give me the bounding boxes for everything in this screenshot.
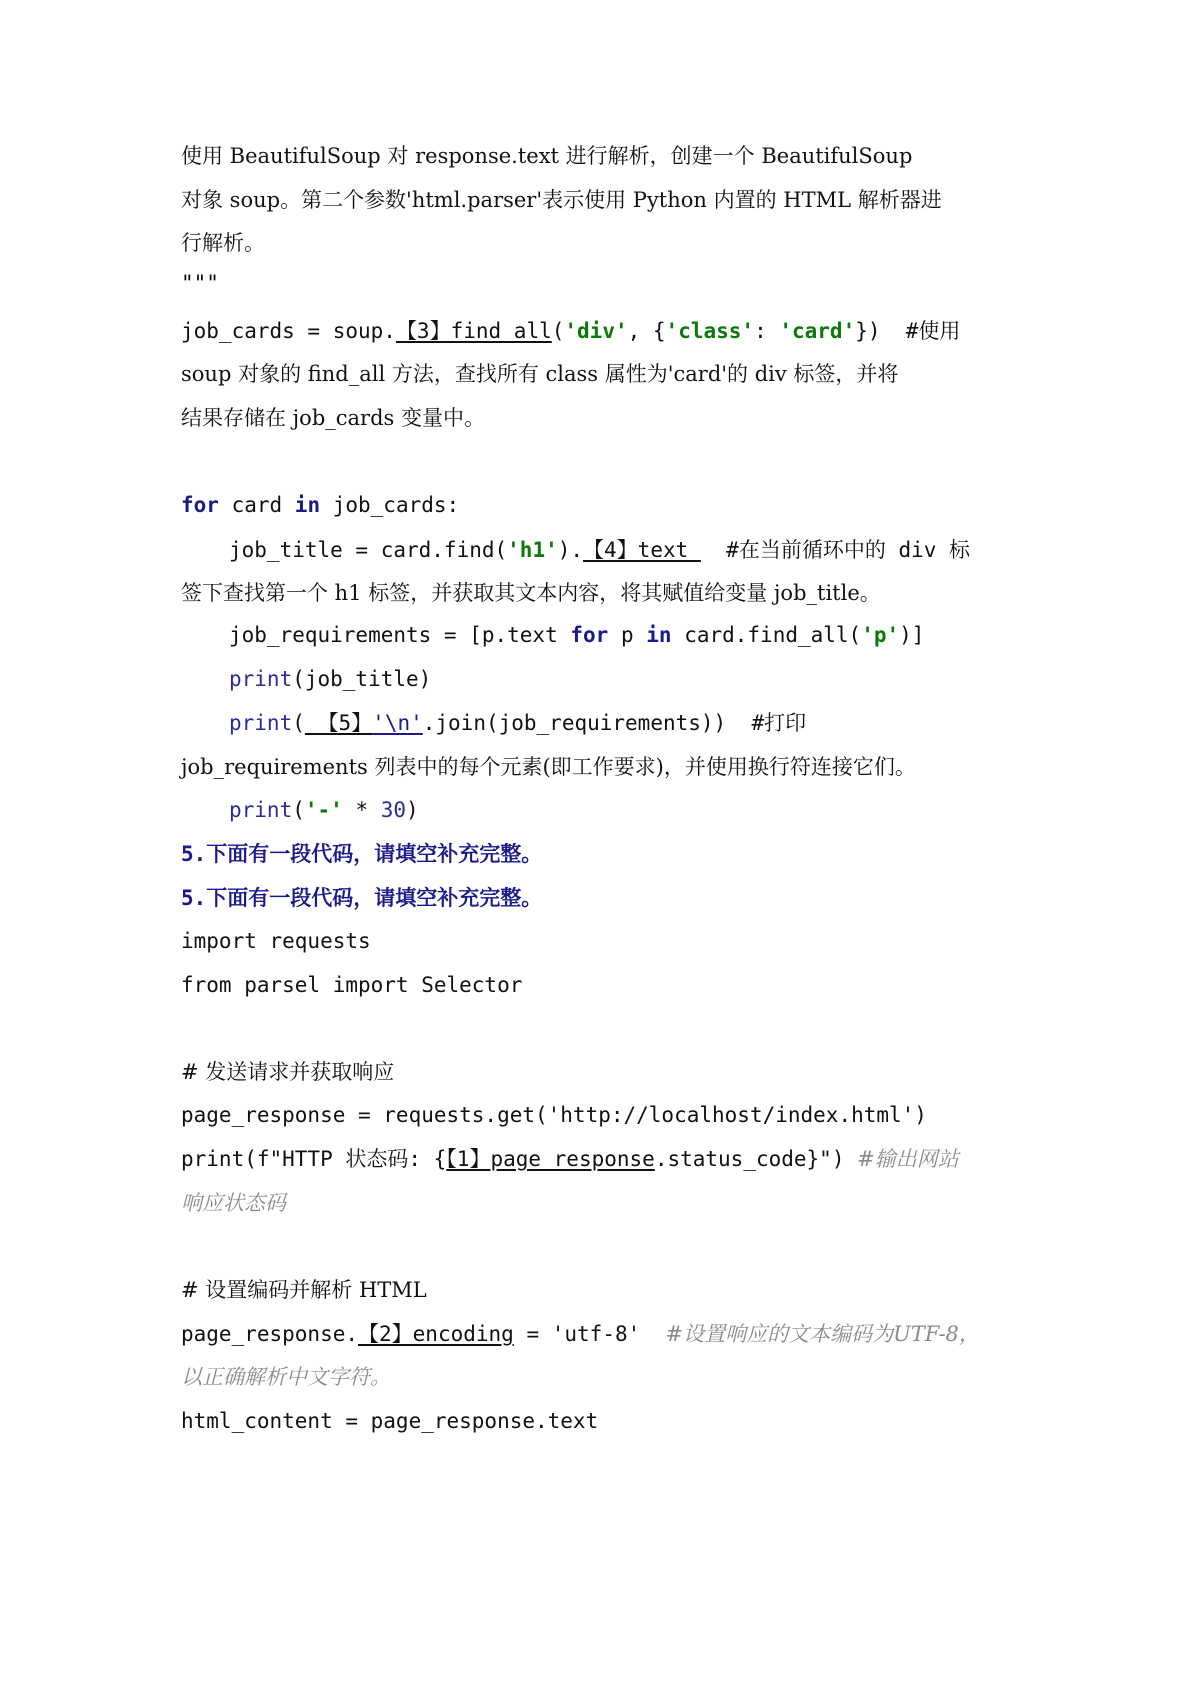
code-comment: }) #使用 — [855, 319, 961, 343]
keyword-in: in — [294, 493, 321, 517]
string-literal: 'p' — [861, 623, 900, 647]
string-literal: '-' — [304, 798, 343, 822]
comment-encoding: # 设置编码并解析 HTML — [181, 1278, 427, 1302]
code-text: )] — [899, 623, 925, 647]
keyword-for: for — [570, 623, 609, 647]
code-comment: .join(job_requirements)) #打印 — [422, 711, 807, 735]
string-literal: 'class' — [665, 319, 755, 343]
string-literal: 'card' — [779, 319, 856, 343]
comment-cont-4: job_requirements 列表中的每个元素(即工作要求)，并使用换行符连接它们。 — [181, 755, 916, 779]
question-heading: 5.下面有一段代码，请填空补充完整。 — [181, 842, 543, 866]
comment-request: # 发送请求并获取响应 — [181, 1060, 395, 1084]
print-separator-line — [229, 795, 419, 825]
code-text: .status_code}") — [654, 1147, 858, 1171]
print-title-line — [229, 664, 431, 694]
builtin-print: print — [229, 667, 293, 691]
job-requirements-line — [229, 620, 924, 650]
builtin-print: print — [229, 798, 293, 822]
job-title-line — [229, 535, 970, 565]
comment-cont-5: 响应状态码 — [181, 1191, 286, 1215]
string-literal: 'div' — [564, 319, 628, 343]
code-text: : — [754, 319, 780, 343]
import-selector: from parsel import Selector — [181, 973, 523, 997]
answer-blank-3: 【3】find_all — [395, 319, 552, 343]
code-text: , { — [627, 319, 666, 343]
keyword-for: for — [181, 493, 219, 517]
answer-blank-4: 【4】text — [583, 538, 701, 562]
code-comment: #在当前循环中的 div 标 — [700, 538, 971, 562]
code-text: job_requirements = [p.text — [229, 623, 571, 647]
requests-get-line: page_response = requests.get('http://localhost/index.html') — [181, 1103, 927, 1127]
import-requests: import requests — [181, 929, 371, 953]
keyword-in: in — [646, 623, 672, 647]
comment-cont-3: 签下查找第一个 h1 标签，并获取其文本内容，将其赋值给变量 job_title。 — [181, 581, 881, 605]
question-heading-repeat: 5.下面有一段代码，请填空补充完整。 — [181, 886, 543, 910]
code-text: job_cards: — [320, 493, 460, 517]
code-text: ( — [551, 319, 565, 343]
code-text: job_cards = soup. — [181, 319, 396, 343]
encoding-line — [181, 1319, 980, 1349]
code-text: ( — [292, 711, 305, 735]
code-text: card — [218, 493, 295, 517]
code-text: ) — [406, 798, 419, 822]
print-join-line — [229, 708, 806, 738]
comment-cont-1: soup 对象的 find_all 方法，查找所有 class 属性为'card'的 div 标签，并将 — [181, 362, 899, 386]
number-literal: 30 — [380, 798, 407, 822]
comment-cont-2: 结果存储在 job_cards 变量中。 — [181, 406, 485, 430]
code-text: * — [342, 798, 381, 822]
code-text: (job_title) — [292, 667, 432, 691]
intro-line-2: 对象 soup。第二个参数'html.parser'表示使用 Python 内置的 HTML 解析器进 — [181, 188, 942, 212]
code-comment: #设置响应的文本编码为UTF-8， — [665, 1322, 980, 1346]
code-text: page_response. — [181, 1322, 359, 1346]
code-text: card.find_all( — [671, 623, 862, 647]
intro-line-3: 行解析。 — [181, 231, 265, 255]
code-line-job-cards — [181, 316, 960, 346]
answer-blank-2: 【2】encoding — [358, 1322, 514, 1346]
answer-blank-5-value: '\n' — [372, 711, 423, 735]
code-text: = 'utf-8' — [513, 1322, 666, 1346]
code-text: job_title = card.find( — [229, 538, 508, 562]
code-text: p — [608, 623, 647, 647]
status-code-line — [181, 1144, 959, 1174]
builtin-print: print — [229, 711, 293, 735]
code-text: ). — [557, 538, 584, 562]
docstring-end: """ — [181, 271, 219, 295]
code-text: print(f"HTTP 状态码: { — [181, 1147, 447, 1171]
html-content-line: html_content = page_response.text — [181, 1409, 599, 1433]
intro-line-1: 使用 BeautifulSoup 对 response.text 进行解析，创建一个 BeautifulSoup — [181, 144, 913, 168]
code-text: ( — [292, 798, 305, 822]
code-comment: #输出网站 — [857, 1147, 959, 1171]
comment-cont-6: 以正确解析中文字符。 — [181, 1365, 391, 1389]
answer-blank-1: 【1】page_response — [446, 1147, 655, 1171]
string-literal: 'h1' — [507, 538, 558, 562]
for-loop-line — [181, 490, 459, 520]
answer-blank-5: 【5】 — [304, 711, 373, 735]
